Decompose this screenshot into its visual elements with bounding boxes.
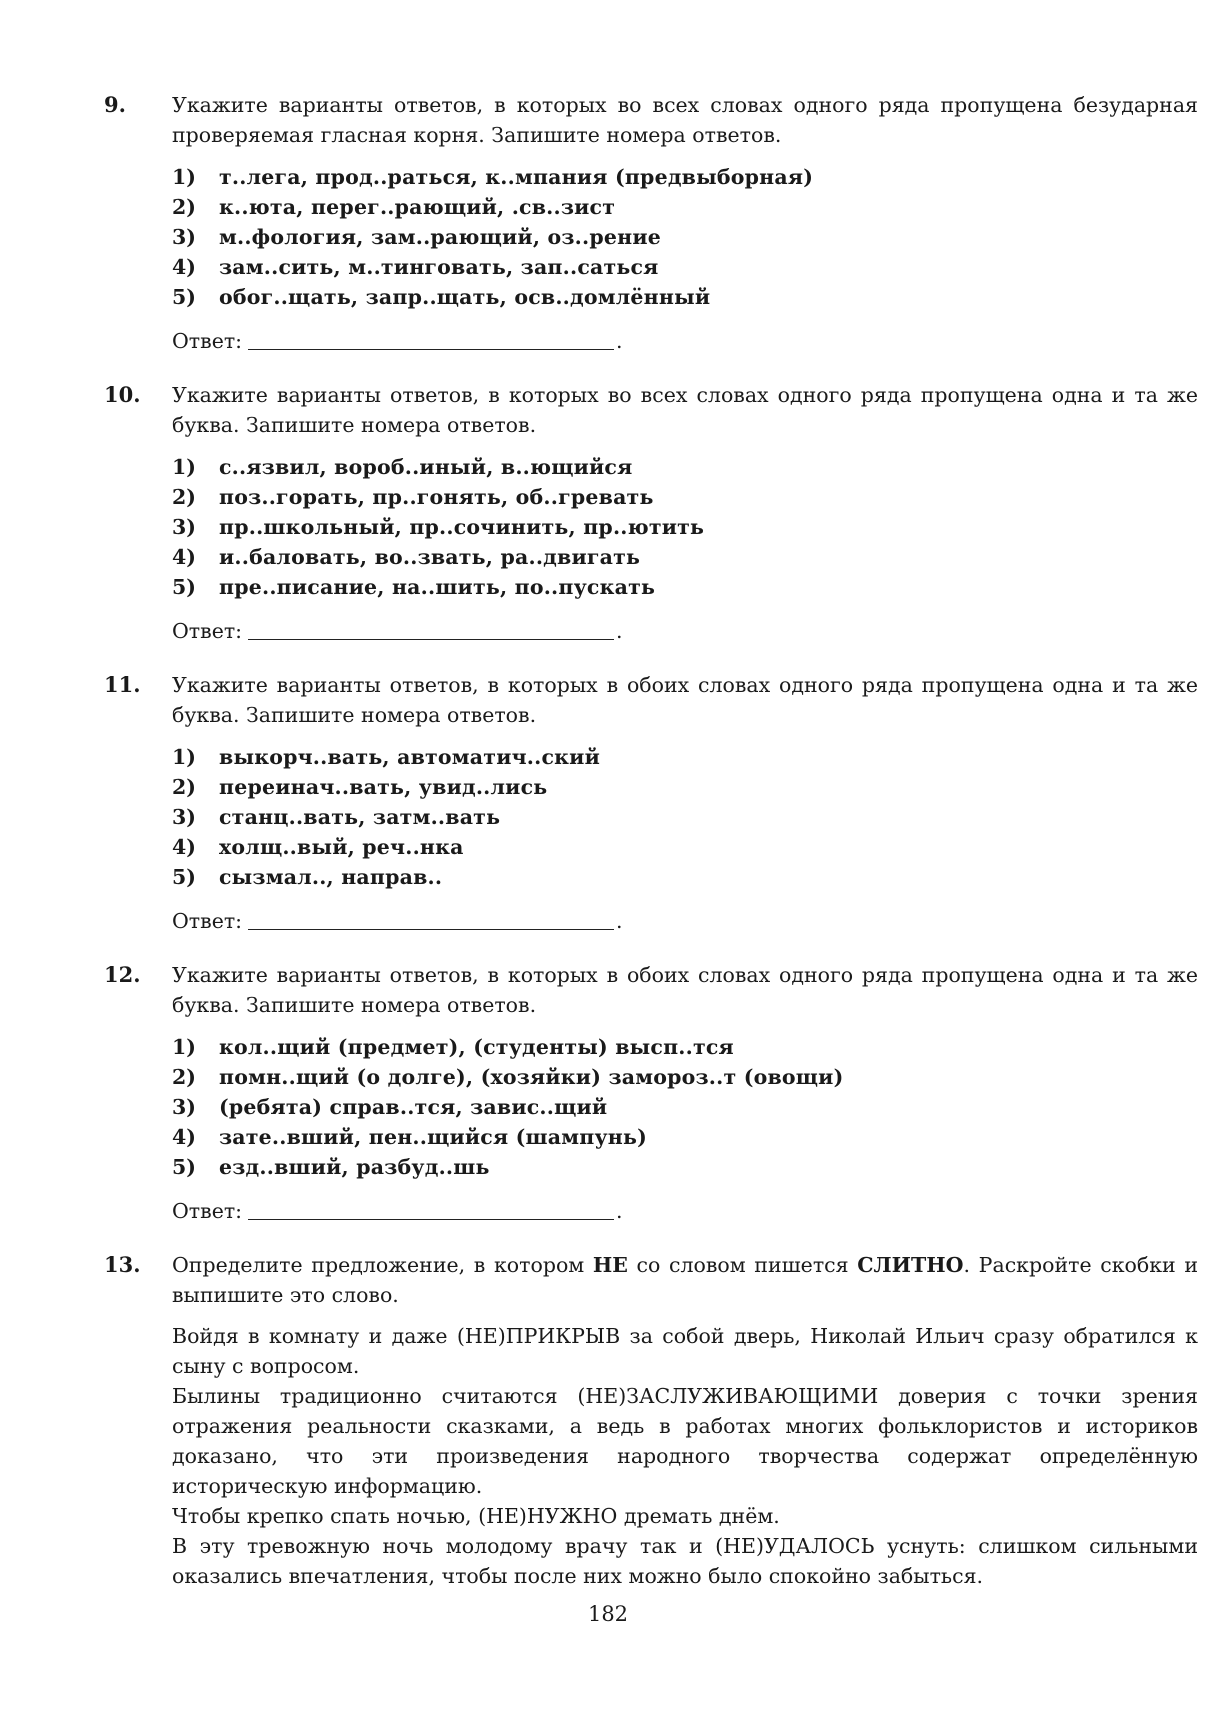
option-index: 1) [172, 165, 196, 189]
option-index: 1) [172, 455, 196, 479]
option-text: пре..писание, на..шить, по..пускать [219, 575, 656, 599]
option-text: станц..вать, затм..вать [219, 805, 501, 829]
option-text: поз..горать, пр..гонять, об..гревать [219, 485, 654, 509]
option-text: выкорч..вать, автоматич..ский [219, 745, 600, 769]
sentence-3: Чтобы крепко спать ночью, (НЕ)НУЖНО дремать днём. [172, 1504, 780, 1528]
task-number: 9. [104, 92, 126, 117]
answer-line[interactable] [248, 1219, 614, 1220]
option-text: холщ..вый, реч..нка [219, 835, 464, 859]
option-index: 5) [172, 285, 196, 309]
sentence-4: В эту тревожную ночь молодому врачу так и (НЕ)УДАЛОСЬ уснуть: слишком сильными оказались впечатления, чтобы после них можно было спокойно забыться. [172, 1534, 1198, 1588]
option-text: сызмал.., направ.. [219, 865, 443, 889]
option-index: 2) [172, 195, 196, 219]
prompt-bold-ne: НЕ [592, 1253, 628, 1277]
option-index: 4) [172, 835, 196, 859]
prompt-bold-slitno: СЛИТНО [857, 1253, 964, 1277]
answer-period: . [616, 1199, 623, 1223]
option-text: помн..щий (о долге), (хозяйки) замороз..т (овощи) [219, 1065, 844, 1089]
option-index: 5) [172, 575, 196, 599]
option-index: 3) [172, 225, 196, 249]
option-text: кол..щий (предмет), (студенты) высп..тся [219, 1035, 734, 1059]
option-index: 4) [172, 1125, 196, 1149]
answer-line[interactable] [248, 639, 614, 640]
sentence-1: Войдя в комнату и даже (НЕ)ПРИКРЫВ за собой дверь, Николай Ильич сразу обратился к сыну с вопросом. [172, 1324, 1198, 1378]
task-prompt: Укажите варианты ответов, в которых в обоих словах одного ряда пропущена одна и та же буква. Запишите номера ответов. [172, 963, 1198, 1017]
option-text: зам..сить, м..тинговать, зап..саться [219, 255, 659, 279]
option-index: 2) [172, 775, 196, 799]
option-index: 2) [172, 1065, 196, 1089]
option-text: т..лега, прод..раться, к..мпания (предвыборная) [219, 165, 814, 189]
option-index: 1) [172, 1035, 196, 1059]
answer-period: . [616, 619, 623, 643]
sentence-2: Былины традиционно считаются (НЕ)ЗАСЛУЖИВАЮЩИМИ доверия с точки зрения отражения реальности сказками, а ведь в работах многих фольклористов и историков доказано, что эти произведения народного творчества содержат определённую историческую информацию. [172, 1384, 1198, 1498]
prompt-text-end: . Раскройте скобки и выпишите это слово. [172, 1253, 1198, 1307]
answer-period: . [616, 329, 623, 353]
option-text: к..юта, перег..рающий, .св..зист [219, 195, 616, 219]
prompt-text-start: Определите предложение, в котором [172, 1253, 593, 1277]
answer-label: Ответ: [172, 1199, 243, 1223]
task-prompt: Укажите варианты ответов, в которых в обоих словах одного ряда пропущена одна и та же буква. Запишите номера ответов. [172, 673, 1198, 727]
task-number: 13. [104, 1252, 141, 1277]
option-text: с..язвил, вороб..иный, в..ющийся [219, 455, 633, 479]
option-text: пр..школьный, пр..сочинить, пр..ютить [219, 515, 705, 539]
option-index: 5) [172, 1155, 196, 1179]
option-text: обог..щать, запр..щать, осв..домлённый [219, 285, 711, 309]
answer-label: Ответ: [172, 909, 243, 933]
task-prompt: Укажите варианты ответов, в которых во всех словах одного ряда пропущена безударная проверяемая гласная корня. Запишите номера ответов. [172, 93, 1198, 147]
option-index: 1) [172, 745, 196, 769]
option-text: переинач..вать, увид..лись [219, 775, 548, 799]
option-index: 3) [172, 515, 196, 539]
option-index: 3) [172, 1095, 196, 1119]
option-index: 3) [172, 805, 196, 829]
prompt-text-mid: со словом пишется [627, 1253, 858, 1277]
task-number: 11. [104, 672, 141, 697]
option-text: езд..вший, разбуд..шь [219, 1155, 490, 1179]
answer-label: Ответ: [172, 329, 243, 353]
answer-line[interactable] [248, 929, 614, 930]
task-number: 10. [104, 382, 141, 407]
option-text: и..баловать, во..звать, ра..двигать [219, 545, 641, 569]
option-text: зате..вший, пен..щийся (шампунь) [219, 1125, 647, 1149]
option-text: м..фология, зам..рающий, оз..рение [219, 225, 661, 249]
answer-line[interactable] [248, 349, 614, 350]
option-index: 4) [172, 255, 196, 279]
page-number: 182 [587, 1602, 629, 1626]
task-number: 12. [104, 962, 141, 987]
option-index: 5) [172, 865, 196, 889]
option-index: 2) [172, 485, 196, 509]
task-prompt: Укажите варианты ответов, в которых во всех словах одного ряда пропущена одна и та же буква. Запишите номера ответов. [172, 383, 1198, 437]
answer-label: Ответ: [172, 619, 243, 643]
option-index: 4) [172, 545, 196, 569]
task-prompt [172, 1250, 1198, 1310]
option-text: (ребята) справ..тся, завис..щий [219, 1095, 608, 1119]
answer-period: . [616, 909, 623, 933]
